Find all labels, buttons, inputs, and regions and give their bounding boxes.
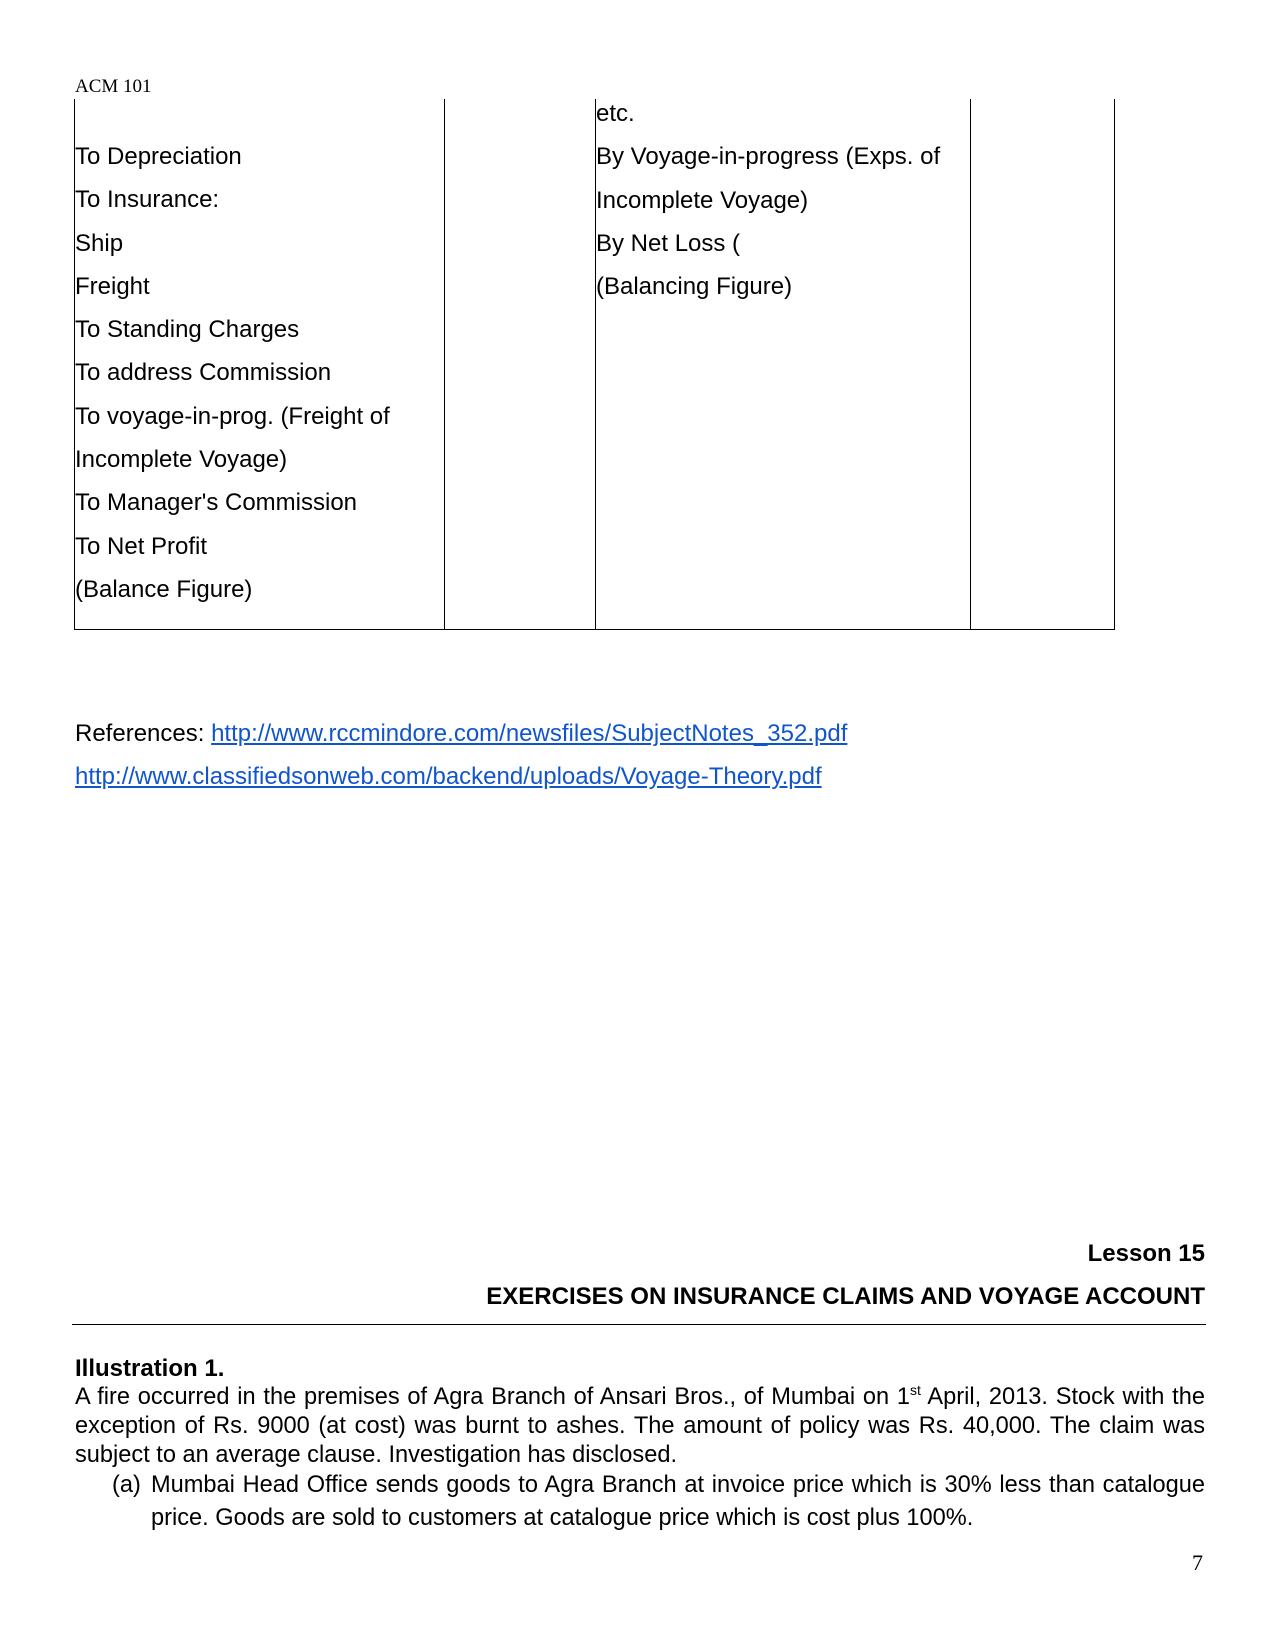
credit-amount-column xyxy=(971,99,1115,630)
references xyxy=(75,712,847,798)
illustration-text: April, 2013. Stock with the exception of Rs. 9000 (at cost) was burnt to ashes. The amount of policy was Rs. 40,000. The claim was subject to an average clause. Investigation has disclosed. xyxy=(75,1384,1205,1468)
illustration-text: A fire occurred in the premises of Agra Branch of Ansari Bros., of Mumbai on 1 xyxy=(75,1384,911,1410)
debit-particulars-column xyxy=(75,99,445,630)
illustration-list-item xyxy=(112,1469,1205,1534)
ordinal-suffix: st xyxy=(910,1382,921,1398)
reference-link[interactable]: http://www.rccmindore.com/newsfiles/SubjectNotes_352.pdf xyxy=(211,720,848,747)
illustration-title: Illustration 1. xyxy=(75,1355,225,1382)
voyage-account-table xyxy=(74,99,1115,630)
credit-item: (Balancing Figure) xyxy=(596,273,793,301)
credit-item: By Net Loss ( xyxy=(596,229,741,257)
table-row xyxy=(75,99,1115,630)
illustration-paragraph xyxy=(75,1383,1205,1470)
debit-item: (Balance Figure) xyxy=(75,575,253,603)
debit-item: To Net Profit xyxy=(75,532,208,560)
list-item-label: (a) xyxy=(112,1472,141,1498)
debit-amount-column xyxy=(445,99,596,630)
credit-item: etc. xyxy=(596,100,635,127)
divider xyxy=(72,1324,1206,1325)
reference-link[interactable]: http://www.classifiedsonweb.com/backend/uploads/Voyage-Theory.pdf xyxy=(75,763,822,790)
course-code: ACM 101 xyxy=(75,76,152,97)
debit-item: To Standing Charges xyxy=(75,316,300,344)
lesson-title: EXERCISES ON INSURANCE CLAIMS AND VOYAGE ACCOUNT xyxy=(486,1283,1205,1310)
page-number: 7 xyxy=(1192,1550,1203,1575)
lesson-heading xyxy=(486,1232,1205,1318)
debit-item: To Insurance: xyxy=(75,186,220,214)
debit-item: Ship xyxy=(75,229,124,257)
debit-item: Incomplete Voyage) xyxy=(75,446,288,474)
lesson-number: Lesson 15 xyxy=(1087,1240,1205,1267)
credit-item: Incomplete Voyage) xyxy=(596,186,809,214)
credit-item: By Voyage-in-progress (Exps. of xyxy=(596,143,941,171)
debit-item: To voyage-in-prog. (Freight of xyxy=(75,402,390,430)
debit-item: Freight xyxy=(75,272,150,300)
list-item-text: Mumbai Head Office sends goods to Agra Branch at invoice price which is 30% less than catalogue price. Goods are sold to customers at catalogue price which is cost plus 100%. xyxy=(151,1472,1205,1531)
debit-item: To Manager's Commission xyxy=(75,489,358,517)
debit-item: To Depreciation xyxy=(75,143,242,170)
references-label: References: xyxy=(75,720,205,747)
debit-item: To address Commission xyxy=(75,359,332,387)
credit-particulars-column xyxy=(596,99,971,630)
